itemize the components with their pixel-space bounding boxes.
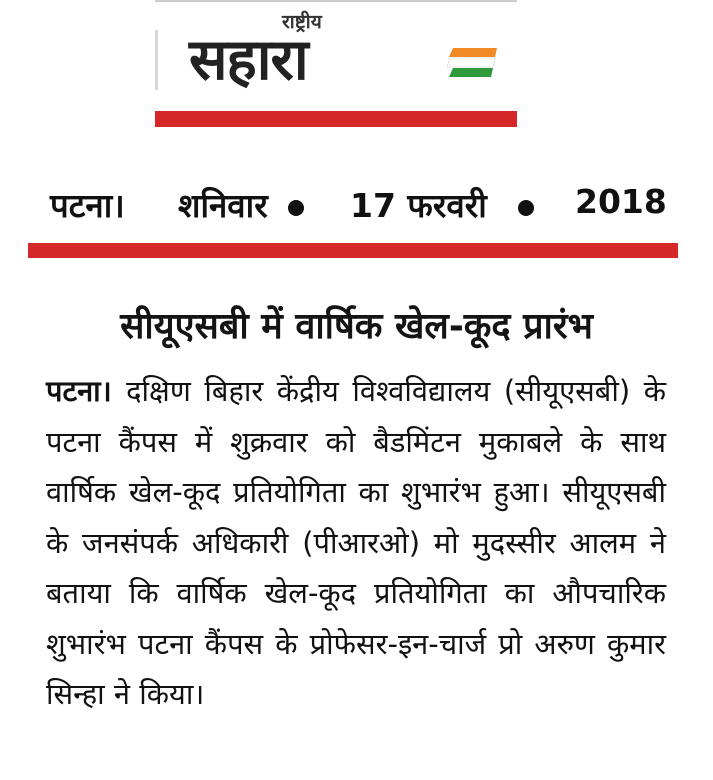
dateline-place: पटना।: [50, 186, 125, 225]
dateline-date: 17 फरवरी: [350, 186, 487, 225]
bullet-icon: [518, 200, 534, 216]
section-red-rule: [28, 243, 678, 258]
masthead-subtitle: राष्ट्रीय: [282, 11, 322, 33]
flag-green-stripe: [449, 68, 493, 77]
flag-white-stripe: [447, 58, 495, 67]
masthead-side-rule: [155, 30, 158, 90]
masthead-title: सहारा: [189, 27, 308, 93]
dateline-day: शनिवार: [178, 186, 268, 225]
masthead-top-rule: [155, 0, 517, 2]
flag-icon: [447, 46, 497, 80]
article-text: दक्षिण बिहार केंद्रीय विश्वविद्यालय (सीयूएसबी) के पटना कैंपस में शुक्रवार को बैडमिंटन मुकाबले के साथ वार्षिक खेल-कूद प्रतियोगिता का शुभारंभ हुआ। सीयूएसबी के जनसंपर्क अधिकारी (पीआरओ) मो मुदस्सीर आलम ने बताया कि वार्षिक खेल-कूद प्रतियोगिता का औपचारिक शुभारंभ पटना कैंपस के प्रोफेसर-इन-चार्ज प्रो अरुण कुमार सिन्हा ने किया।: [46, 374, 666, 711]
masthead: [155, 0, 517, 132]
masthead-red-bar: [155, 111, 517, 127]
article-lead: पटना।: [46, 374, 127, 408]
dateline-year: 2018: [575, 182, 667, 221]
flag-saffron-stripe: [449, 48, 497, 57]
dateline: [50, 182, 665, 232]
bullet-icon: [288, 200, 304, 216]
article-body: [46, 366, 666, 720]
article-headline: सीयूएसबी में वार्षिक खेल-कूद प्रारंभ: [120, 306, 593, 347]
